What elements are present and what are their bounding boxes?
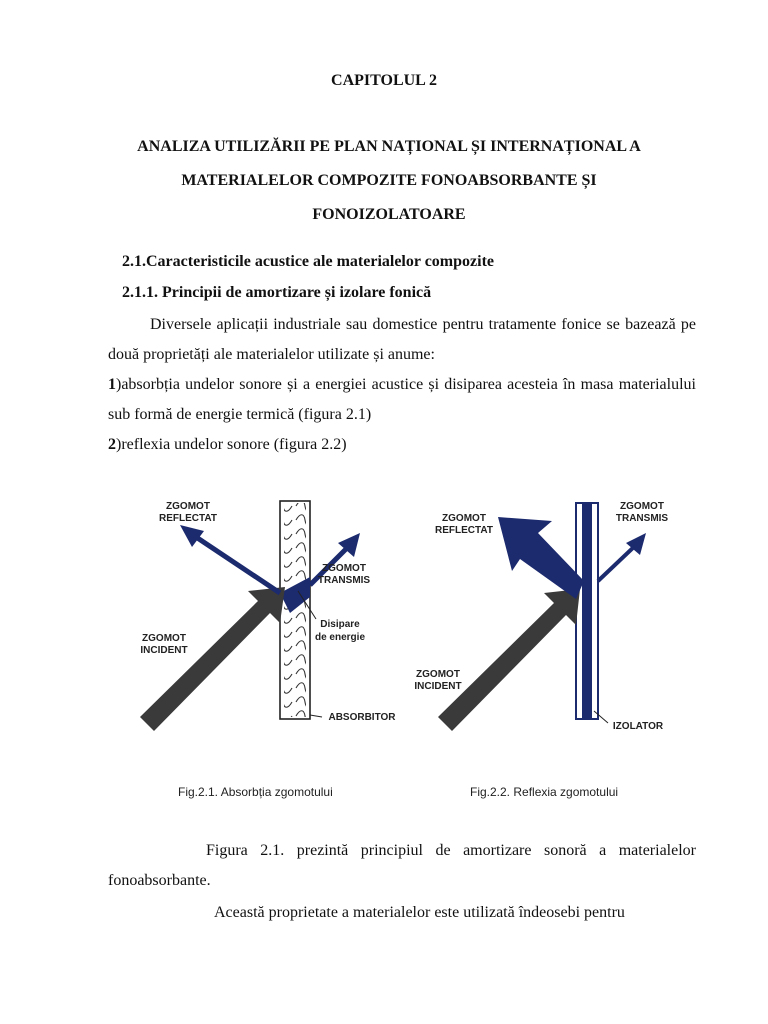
reflection-figure bbox=[408, 485, 688, 735]
section-heading: 2.1.Caracteristicile acustice ale materialelor compozite bbox=[122, 253, 494, 270]
reflected-arrow bbox=[498, 517, 584, 599]
list-item-text: )reflexia undelor sonore (figura 2.2) bbox=[116, 436, 347, 453]
paragraph-after-figures-text: Figura 2.1. prezintă principiul de amortizare sonoră a materialelor fonoabsorbante. bbox=[108, 842, 696, 889]
fig1-reflected-label-2: REFLECTAT bbox=[159, 513, 217, 524]
subsection-heading: 2.1.1. Principii de amortizare și izolare fonică bbox=[122, 284, 432, 301]
reflected-arrow-head bbox=[180, 525, 204, 547]
chapter-title-line-1: ANALIZA UTILIZĂRII PE PLAN NAȚIONAL ȘI INTERNAȚIONAL A bbox=[137, 138, 641, 155]
isolator-core bbox=[582, 503, 592, 719]
chapter-title bbox=[108, 130, 670, 232]
incident-arrow bbox=[140, 587, 285, 731]
fig1-reflected-label-1: ZGOMOT bbox=[166, 501, 210, 512]
last-paragraph bbox=[108, 898, 696, 928]
fig1-transmitted-label-2: TRANSMIS bbox=[317, 575, 371, 586]
isolator-label: IZOLATOR bbox=[612, 721, 664, 732]
fig2-caption: Fig.2.2. Reflexia zgomotului bbox=[470, 785, 619, 799]
intro-text: Diversele aplicații industriale sau domestice pentru tratamente fonice se bazează pe două proprietăți ale materialelor utilizate și anume: bbox=[108, 316, 696, 363]
absorber-fill bbox=[284, 503, 306, 717]
fig2-transmitted-label-1: ZGOMOT bbox=[620, 501, 664, 512]
fig1-incident-label-2: INCIDENT bbox=[140, 645, 188, 656]
list-item bbox=[108, 430, 696, 460]
dissipation-label-1: Disipare bbox=[320, 619, 360, 630]
absorption-figure bbox=[140, 485, 410, 735]
reflected-arrow-shaft bbox=[190, 533, 280, 593]
fig1-transmitted-label-1: ZGOMOT bbox=[322, 563, 366, 574]
absorber-label: ABSORBITOR bbox=[328, 712, 396, 723]
last-paragraph-text: Această proprietate a materialelor este utilizată îndeosebi pentru bbox=[214, 904, 625, 921]
fig2-incident-label-2: INCIDENT bbox=[414, 681, 462, 692]
paragraph-after-figures bbox=[108, 836, 696, 896]
fig2-transmitted-label-2: TRANSMIS bbox=[615, 513, 669, 524]
list-item bbox=[108, 370, 696, 430]
fig1-caption: Fig.2.1. Absorbția zgomotului bbox=[178, 785, 333, 799]
fig2-reflected-label-1: ZGOMOT bbox=[442, 513, 486, 524]
chapter-title-line-3: FONOIZOLATOARE bbox=[312, 206, 466, 223]
incident-arrow bbox=[438, 589, 580, 731]
transmitted-arrow-shaft bbox=[598, 545, 636, 581]
list-item-text: )absorbția undelor sonore și a energiei acustice și disiparea acesteia în masa materialului sub formă de energie termică (figura 2.1) bbox=[108, 376, 696, 423]
fig2-incident-label-1: ZGOMOT bbox=[416, 669, 460, 680]
list-item-number: 2 bbox=[108, 436, 116, 453]
dissipation-label-2: de energie bbox=[314, 632, 366, 643]
chapter-heading: CAPITOLUL 2 bbox=[331, 72, 437, 89]
fig2-reflected-label-2: REFLECTAT bbox=[435, 525, 493, 536]
list-item-number: 1 bbox=[108, 376, 116, 393]
fig1-incident-label-1: ZGOMOT bbox=[142, 633, 186, 644]
chapter-title-line-2: MATERIALELOR COMPOZITE FONOABSORBANTE ȘI bbox=[181, 172, 597, 189]
absorber-leader bbox=[310, 715, 322, 717]
intro-paragraph bbox=[108, 310, 696, 370]
